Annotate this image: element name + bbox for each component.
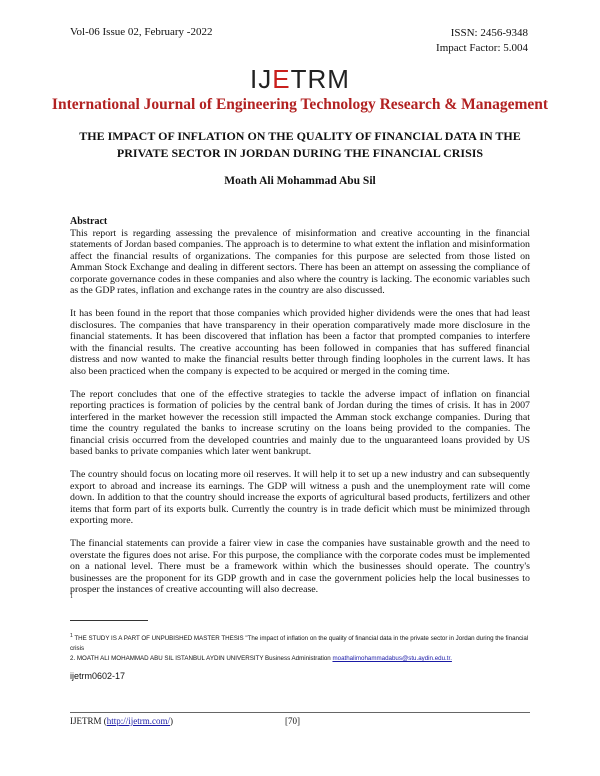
paragraph-1: This report is regarding assessing the prevalence of misinformation and creative accounting in the financial statements of Jordan based companies. The approach is to determine to what extent the inflation and misinformation affect the financial results of organizations. The companies for this purpose are selected from those listed on Amman Stock Exchange and dealing in different sectors. There has been an attempt on assessing the compliance of corporate governance codes in these companies and also where the country is lacking. The economic variables such as the GDP rates, inflation and exchange rates in the country are also discussed.: [70, 227, 530, 296]
impact-factor: Impact Factor: 5.004: [436, 42, 528, 54]
page-number: [70]: [285, 716, 300, 726]
paragraph-4: The country should focus on locating more oil reserves. It will help it to set up a new industry and can subsequently export to abroad and increase its earnings. The GDP will witness a push and the unemployment rate will come down. In addition to that the country should increase the exports of agricultural based products, fertilizers and other items that form part of its exports bulk. Currently the country is in trade deficit which must be minimized through exporting more.: [70, 469, 530, 526]
journal-name: International Journal of Engineering Technology Research & Management: [51, 96, 549, 113]
paragraph-2: It has been found in the report that those companies which provided higher dividends were the ones that had least disclosures. The companies that have transparency in their operation comparatively made more disclosure in the financial statements. It has been discovered that inflation has been a factor that prompted companies to interfere with the financial results. The creative accounting has been followed in companies that has suffered financial distress and now wanted to make the financial results better through finding loopholes in the current laws. It has also been practiced when the company is expected to be acquired or merged in the coming time.: [70, 308, 530, 377]
paragraph-3: The report concludes that one of the effective strategies to tackle the adverse impact of inflation on financial reporting practices is formation of policies by the central bank of Jordan during the times of crisis. It has in 2007 interfered in the market however the recession still impacted the Amman stock exchange companies. During that time the country regulated the banks to increase scrutiny on the loans being provided to the companies. The financial crisis occurred from the developed countries and mainly due to the unguaranteed loans provided by US based banks to private companies which later went bankrupt.: [70, 388, 530, 457]
footnote-1: $^1$ THE STUDY IS A PART OF UNPUBISHED MASTER THESIS "The impact of inflation on the quality of financial data in the private sector in Jordan during the financial crisis: [70, 633, 529, 653]
author-email-link[interactable]: moathalimohammadabus@stu.aydin.edu.tr.: [332, 655, 452, 663]
footnotes: [70, 631, 540, 664]
author-name: Moath Ali Mohammad Abu Sil: [224, 175, 376, 187]
issue-info: Vol-06 Issue 02, February -2022: [70, 26, 213, 38]
issn-block: [436, 26, 528, 56]
abstract-section: [70, 216, 530, 607]
footnote-marker: 1: [70, 594, 73, 600]
footer-rule: [70, 712, 530, 713]
paper-title: THE IMPACT OF INFLATION ON THE QUALITY OF FINANCIAL DATA IN THE PRIVATE SECTOR IN JORDAN DURING THE FINANCIAL CRISIS: [79, 129, 521, 160]
issn: ISSN: 2456-9348: [450, 27, 528, 39]
footnote-2: 2. MOATH ALI MOHAMMAD ABU SIL ISTANBUL AYDIN UNIVERSITY Business Administration moathalimohammadabus@stu.aydin.edu.tr.: [70, 655, 452, 663]
journal-website-link[interactable]: http://ijetrm.com/: [106, 716, 170, 726]
footer-journal: IJETRM (http://ijetrm.com/): [70, 716, 173, 726]
article-code: ijetrm0602-17: [70, 671, 126, 681]
paragraph-5: The financial statements can provide a fairer view in case the companies have sustainable growth and the need to overstate the figures does not arise. For this purpose, the compliance with the corporate codes must be implemented on a national level. There must be a framework within which the businesses should operate. The country's businesses are the proponent for its GDP growth and in case the government policies help the local businesses to prosper the instances of creative accounting will also decrease.: [70, 538, 530, 595]
footnote-rule: [70, 620, 148, 621]
abstract-heading: Abstract: [70, 216, 108, 227]
journal-logo: IJETRM: [250, 64, 350, 94]
